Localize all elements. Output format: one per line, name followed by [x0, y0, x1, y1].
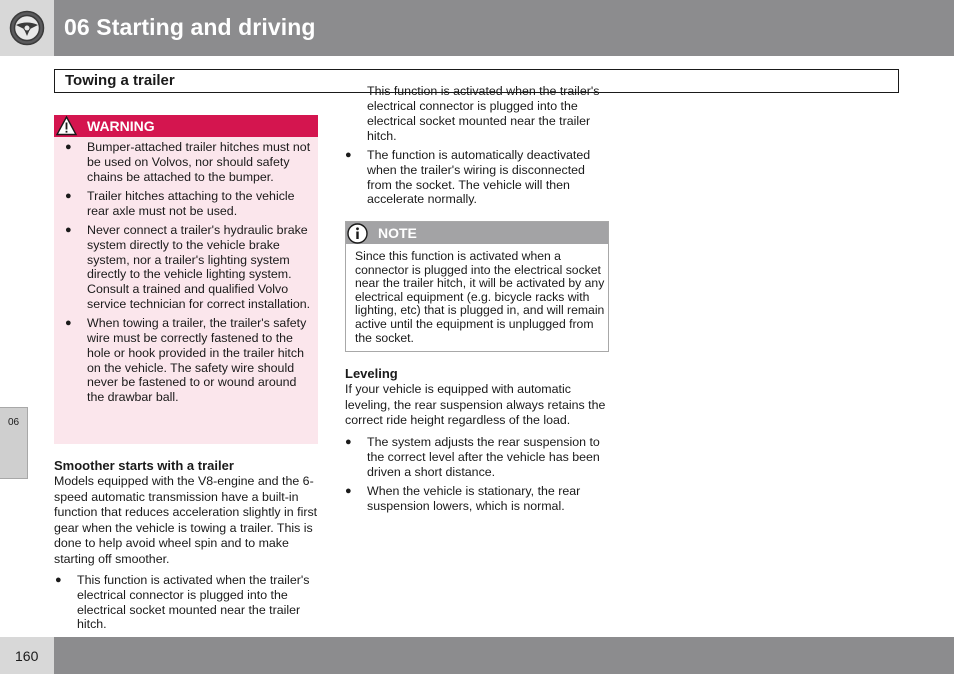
- page-number: 160: [15, 648, 39, 664]
- side-tab-label: 06: [8, 417, 20, 428]
- list-item: ● This function is activated when the trailer's electrical connector is plugged into the electrical socket mounted near the trailer hitch.: [55, 573, 310, 632]
- logo-box: [0, 0, 54, 56]
- section-title: Towing a trailer: [65, 72, 175, 89]
- list-item: ● The system adjusts the rear suspension to the correct level after the vehicle has been driven a short distance.: [345, 435, 600, 479]
- note-label: NOTE: [378, 225, 417, 241]
- chapter-side-tab: [0, 407, 28, 479]
- steering-wheel-icon: [9, 10, 45, 46]
- chapter-title: 06 Starting and driving: [64, 14, 316, 40]
- page-number-box: [0, 637, 54, 674]
- note-text: Since this function is activated when a connector is plugged into the electrical socket near the trailer hitch, it will be activated by any electrical equipment (e.g. bicycle racks with lighting, etc) that is plugged in, and will remain active until the equipment is unplugged from the socket.: [355, 249, 605, 345]
- warning-triangle-icon: [56, 116, 77, 136]
- smoother-list-second: [345, 148, 610, 212]
- footer-bar: [54, 637, 954, 674]
- list-item: ● Never connect a trailer's hydraulic brake system directly to the vehicle brake system, nor a trailer's lighting system directly to the vehicle lighting system. Consult a trained and qualified Volvo service technician for correct installation.: [65, 222, 311, 311]
- list-item: ● The function is automatically deactivated when the trailer's wiring is disconnected from the socket. The vehicle will then accelerate normally.: [345, 148, 591, 207]
- warning-header: [54, 115, 318, 137]
- warning-list: [65, 140, 317, 410]
- info-icon: [347, 223, 368, 244]
- leveling-heading: Leveling: [345, 366, 398, 381]
- leveling-body: If your vehicle is equipped with automatic leveling, the rear suspension always retains the correct ride height regardless of the load.: [345, 382, 606, 427]
- warning-box: [54, 115, 318, 444]
- leveling-list: [345, 435, 611, 518]
- list-item: ● When towing a trailer, the trailer's safety wire must be correctly fastened to the hole or hook provided in the trailer hitch on the vehicle. The safety wire should never be fastened to or wound around the drawbar ball.: [65, 316, 307, 405]
- list-item: ● Trailer hitches attaching to the vehicle rear axle must not be used.: [65, 188, 295, 218]
- list-item: ● When the vehicle is stationary, the rear suspension lowers, which is normal.: [345, 483, 581, 513]
- smoother-heading: Smoother starts with a trailer: [54, 458, 234, 473]
- smoother-body: Models equipped with the V8-engine and the 6-speed automatic transmission have a built-in function that reduces acceleration slightly in first gear when the vehicle is towing a trailer. This is done to help avoid wheel spin and to make starting off smoother.: [54, 474, 318, 566]
- smoother-item-continuation: This function is activated when the trailer's electrical connector is plugged into the electrical socket mounted near the trailer hitch.: [367, 84, 600, 143]
- note-box: [345, 221, 609, 352]
- smoother-list-first: [55, 573, 320, 632]
- warning-label: WARNING: [87, 118, 155, 134]
- note-header: [346, 222, 608, 244]
- list-item: ● Bumper-attached trailer hitches must not be used on Volvos, nor should safety chains be attached to the bumper.: [65, 140, 311, 184]
